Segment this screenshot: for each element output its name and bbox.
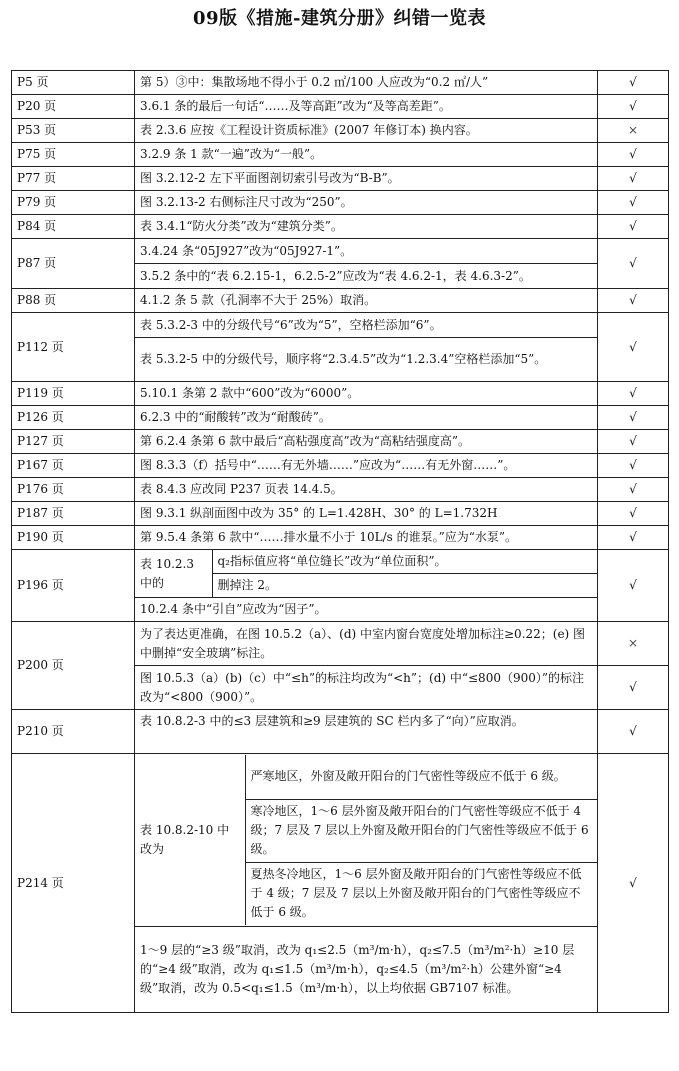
checkmark-icon: √ (629, 530, 637, 544)
cross-mark-icon: × (627, 636, 639, 650)
checkmark-icon: √ (629, 410, 637, 424)
correction-cell: 图 10.5.3（a）(b)（c）中“≤h”的标注均改为“<h”；(d) 中“≤800（900）”的标注改为“<800（900）”。 (135, 666, 598, 710)
page-cell: P20 页 (12, 95, 135, 119)
page-cell: P176 页 (12, 478, 135, 502)
sub-label: 表 10.8.2-10 中改为 (135, 755, 245, 925)
table-row (12, 215, 669, 239)
page-cell: P88 页 (12, 289, 135, 313)
checkmark-icon: √ (629, 680, 637, 694)
correction-cell: 4.1.2 条 5 款（孔洞率不大于 25%）取消。 (135, 289, 598, 313)
correction-cell: 图 9.3.1 纵剖面图中改为 35° 的 L=1.428H、30° 的 L=1.732H (135, 502, 598, 526)
page-cell: P119 页 (12, 382, 135, 406)
page-cell: P190 页 (12, 526, 135, 550)
correction-cell: 第 6.2.4 条第 6 款中最后“高粘强度高”改为“高粘结强度高”。 (135, 430, 598, 454)
table-row (12, 95, 669, 119)
page-cell: P214 页 (12, 754, 135, 1013)
correction-cell: 图 8.3.3（f）括号中“……有无外墙……”应改为“……有无外窗……”。 (135, 454, 598, 478)
correction-cell (135, 550, 598, 598)
correction-cell: 表 10.8.2-3 中的≤3 层建筑和≥9 层建筑的 SC 栏内多了“向）”应取消。 (135, 710, 598, 754)
check-mark-cell (598, 119, 669, 143)
check-mark-cell (598, 143, 669, 167)
table-row (12, 289, 669, 313)
correction-cell: 图 3.2.12-2 左下平面图剖切索引号改为“B-B”。 (135, 167, 598, 191)
sub-correction: 寒冷地区，1～6 层外窗及敞开阳台的门气密性等级应不低于 4 级；7 层及 7 层以上外窗及敞开阳台的门气密性等级应不低于 6 级。 (245, 799, 597, 862)
page-cell: P127 页 (12, 430, 135, 454)
checkmark-icon: √ (629, 482, 637, 496)
table-row (12, 550, 669, 598)
sub-correction: 严寒地区，外窗及敞开阳台的门气密性等级应不低于 6 级。 (245, 755, 597, 799)
checkmark-icon: √ (629, 256, 637, 270)
table-row (12, 526, 669, 550)
sub-correction: 删掉注 2。 (217, 578, 277, 592)
sub-label: 表 10.2.3 中的 (135, 550, 212, 597)
check-mark-cell (598, 313, 669, 382)
check-mark-cell (598, 406, 669, 430)
check-mark-cell (598, 95, 669, 119)
check-mark-cell (598, 454, 669, 478)
checkmark-icon: √ (629, 99, 637, 113)
page-cell: P53 页 (12, 119, 135, 143)
check-mark-cell (598, 382, 669, 406)
check-mark-cell (598, 167, 669, 191)
correction-cell: 第 5）③中：集散场地不得小于 0.2 ㎡/100 人应改为“0.2 ㎡/人” (135, 71, 598, 95)
correction-cell: 为了表达更准确，在图 10.5.2（a）、(d) 中室内窗台宽度处增加标注≥0.22；(e) 图中删掉“安全玻璃”标注。 (135, 622, 598, 666)
table-row (12, 167, 669, 191)
correction-cell: 表 5.3.2-5 中的分级代号，顺序将“2.3.4.5”改为“1.2.3.4”空格栏添加“5”。 (135, 338, 598, 382)
checkmark-icon: √ (629, 171, 637, 185)
table-row (12, 430, 669, 454)
checkmark-icon: √ (629, 875, 637, 890)
correction-cell: 3.4.24 条“05J927”改为“05J927-1”。 (135, 239, 598, 264)
checkmark-icon: √ (629, 578, 637, 592)
checkmark-icon: √ (629, 724, 637, 738)
page-cell: P126 页 (12, 406, 135, 430)
page-cell: P77 页 (12, 167, 135, 191)
page-cell: P167 页 (12, 454, 135, 478)
check-mark-cell (598, 622, 669, 666)
correction-cell: 6.2.3 中的“耐酸转”改为“耐酸砖”。 (135, 406, 598, 430)
document-title: 09版《措施-建筑分册》纠错一览表 (192, 8, 487, 29)
check-mark-cell (598, 526, 669, 550)
page-cell: P79 页 (12, 191, 135, 215)
table-row (12, 71, 669, 95)
sub-table (135, 755, 597, 925)
check-mark-cell (598, 71, 669, 95)
checkmark-icon: √ (629, 386, 637, 400)
page-cell: P87 页 (12, 239, 135, 289)
table-row (12, 478, 669, 502)
table-row (12, 502, 669, 526)
correction-cell: 5.10.1 条第 2 款中“600”改为“6000”。 (135, 382, 598, 406)
table-row (12, 191, 669, 215)
checkmark-icon: √ (629, 339, 637, 354)
page-cell: P84 页 (12, 215, 135, 239)
check-mark-cell (598, 478, 669, 502)
page-cell: P210 页 (12, 710, 135, 754)
checkmark-icon: √ (629, 195, 637, 209)
check-mark-cell (598, 430, 669, 454)
table-row (12, 143, 669, 167)
correction-cell: 表 5.3.2-3 中的分级代号“6”改为“5”，空格栏添加“6”。 (135, 313, 598, 338)
checkmark-icon: √ (629, 434, 637, 448)
table-row (12, 239, 669, 264)
correction-cell: 3.2.9 条 1 款“一遍”改为“一般”。 (135, 143, 598, 167)
sub-correction: 夏热冬冷地区，1～6 层外窗及敞开阳台的门气密性等级应不低于 4 级；7 层及 7 层以上外窗及敞开阳台的门气密性等级应不低于 6 级。 (250, 867, 582, 920)
sub-table (135, 550, 597, 597)
correction-cell: 表 2.3.6 应按《工程设计资质标准》(2007 年修订本) 换内容。 (135, 119, 598, 143)
correction-cell: 图 3.2.13-2 右侧标注尺寸改为“250”。 (135, 191, 598, 215)
page-cell: P75 页 (12, 143, 135, 167)
checkmark-icon: √ (629, 147, 637, 161)
check-mark-cell (598, 215, 669, 239)
correction-cell: 第 9.5.4 条第 6 款中“……排水量不小于 10L/s 的谁泵。”应为“水泵”。 (135, 526, 598, 550)
correction-cell: 表 8.4.3 应改同 P237 页表 14.4.5。 (135, 478, 598, 502)
page-cell: P196 页 (12, 550, 135, 622)
checkmark-icon: √ (629, 293, 637, 307)
page-cell: P5 页 (12, 71, 135, 95)
table-row (12, 382, 669, 406)
page-cell: P112 页 (12, 313, 135, 382)
check-mark-cell (598, 289, 669, 313)
table-row (12, 119, 669, 143)
correction-cell: 表 3.4.1“防火分类”改为“建筑分类”。 (135, 215, 598, 239)
correction-cell: 1～9 层的“≥3 级”取消，改为 q₁≤2.5（m³/m·h），q₂≤7.5（m³/m²·h）≥10 层的“≥4 级”取消，改为 q₁≤1.5（m³/m·h），q₂≤4.5（m³/m²·h）公建外窗“≥4 级”取消，改为 0.5<q₁≤1.5（m³/m·h），以上均依据 GB7107 标准。 (135, 927, 598, 1013)
checkmark-icon: √ (629, 219, 637, 233)
checkmark-icon: √ (629, 506, 637, 520)
table-row (12, 454, 669, 478)
cross-mark-icon: × (627, 123, 639, 137)
checkmark-icon: √ (629, 75, 637, 89)
check-mark-cell (598, 710, 669, 754)
correction-cell (135, 754, 598, 927)
table-row (12, 406, 669, 430)
table-row (12, 710, 669, 754)
check-mark-cell (598, 191, 669, 215)
table-row (12, 313, 669, 338)
table-row (12, 754, 669, 927)
errata-table (11, 70, 669, 1013)
correction-cell: 10.2.4 条中“引自”应改为“因子”。 (135, 598, 598, 622)
check-mark-cell (598, 754, 669, 1013)
correction-cell: 3.6.1 条的最后一句话“……及等高距”改为“及等高差距”。 (135, 95, 598, 119)
table-row (12, 622, 669, 666)
check-mark-cell (598, 666, 669, 710)
check-mark-cell (598, 239, 669, 289)
sub-correction: q₂指标值应将“单位缝长”改为“单位面积”。 (212, 550, 597, 574)
page-cell: P187 页 (12, 502, 135, 526)
check-mark-cell (598, 502, 669, 526)
checkmark-icon: √ (629, 458, 637, 472)
check-mark-cell (598, 550, 669, 622)
page-cell: P200 页 (12, 622, 135, 710)
correction-cell: 3.5.2 条中的“表 6.2.15-1，6.2.5-2”应改为“表 4.6.2-1，表 4.6.3-2”。 (135, 264, 598, 289)
